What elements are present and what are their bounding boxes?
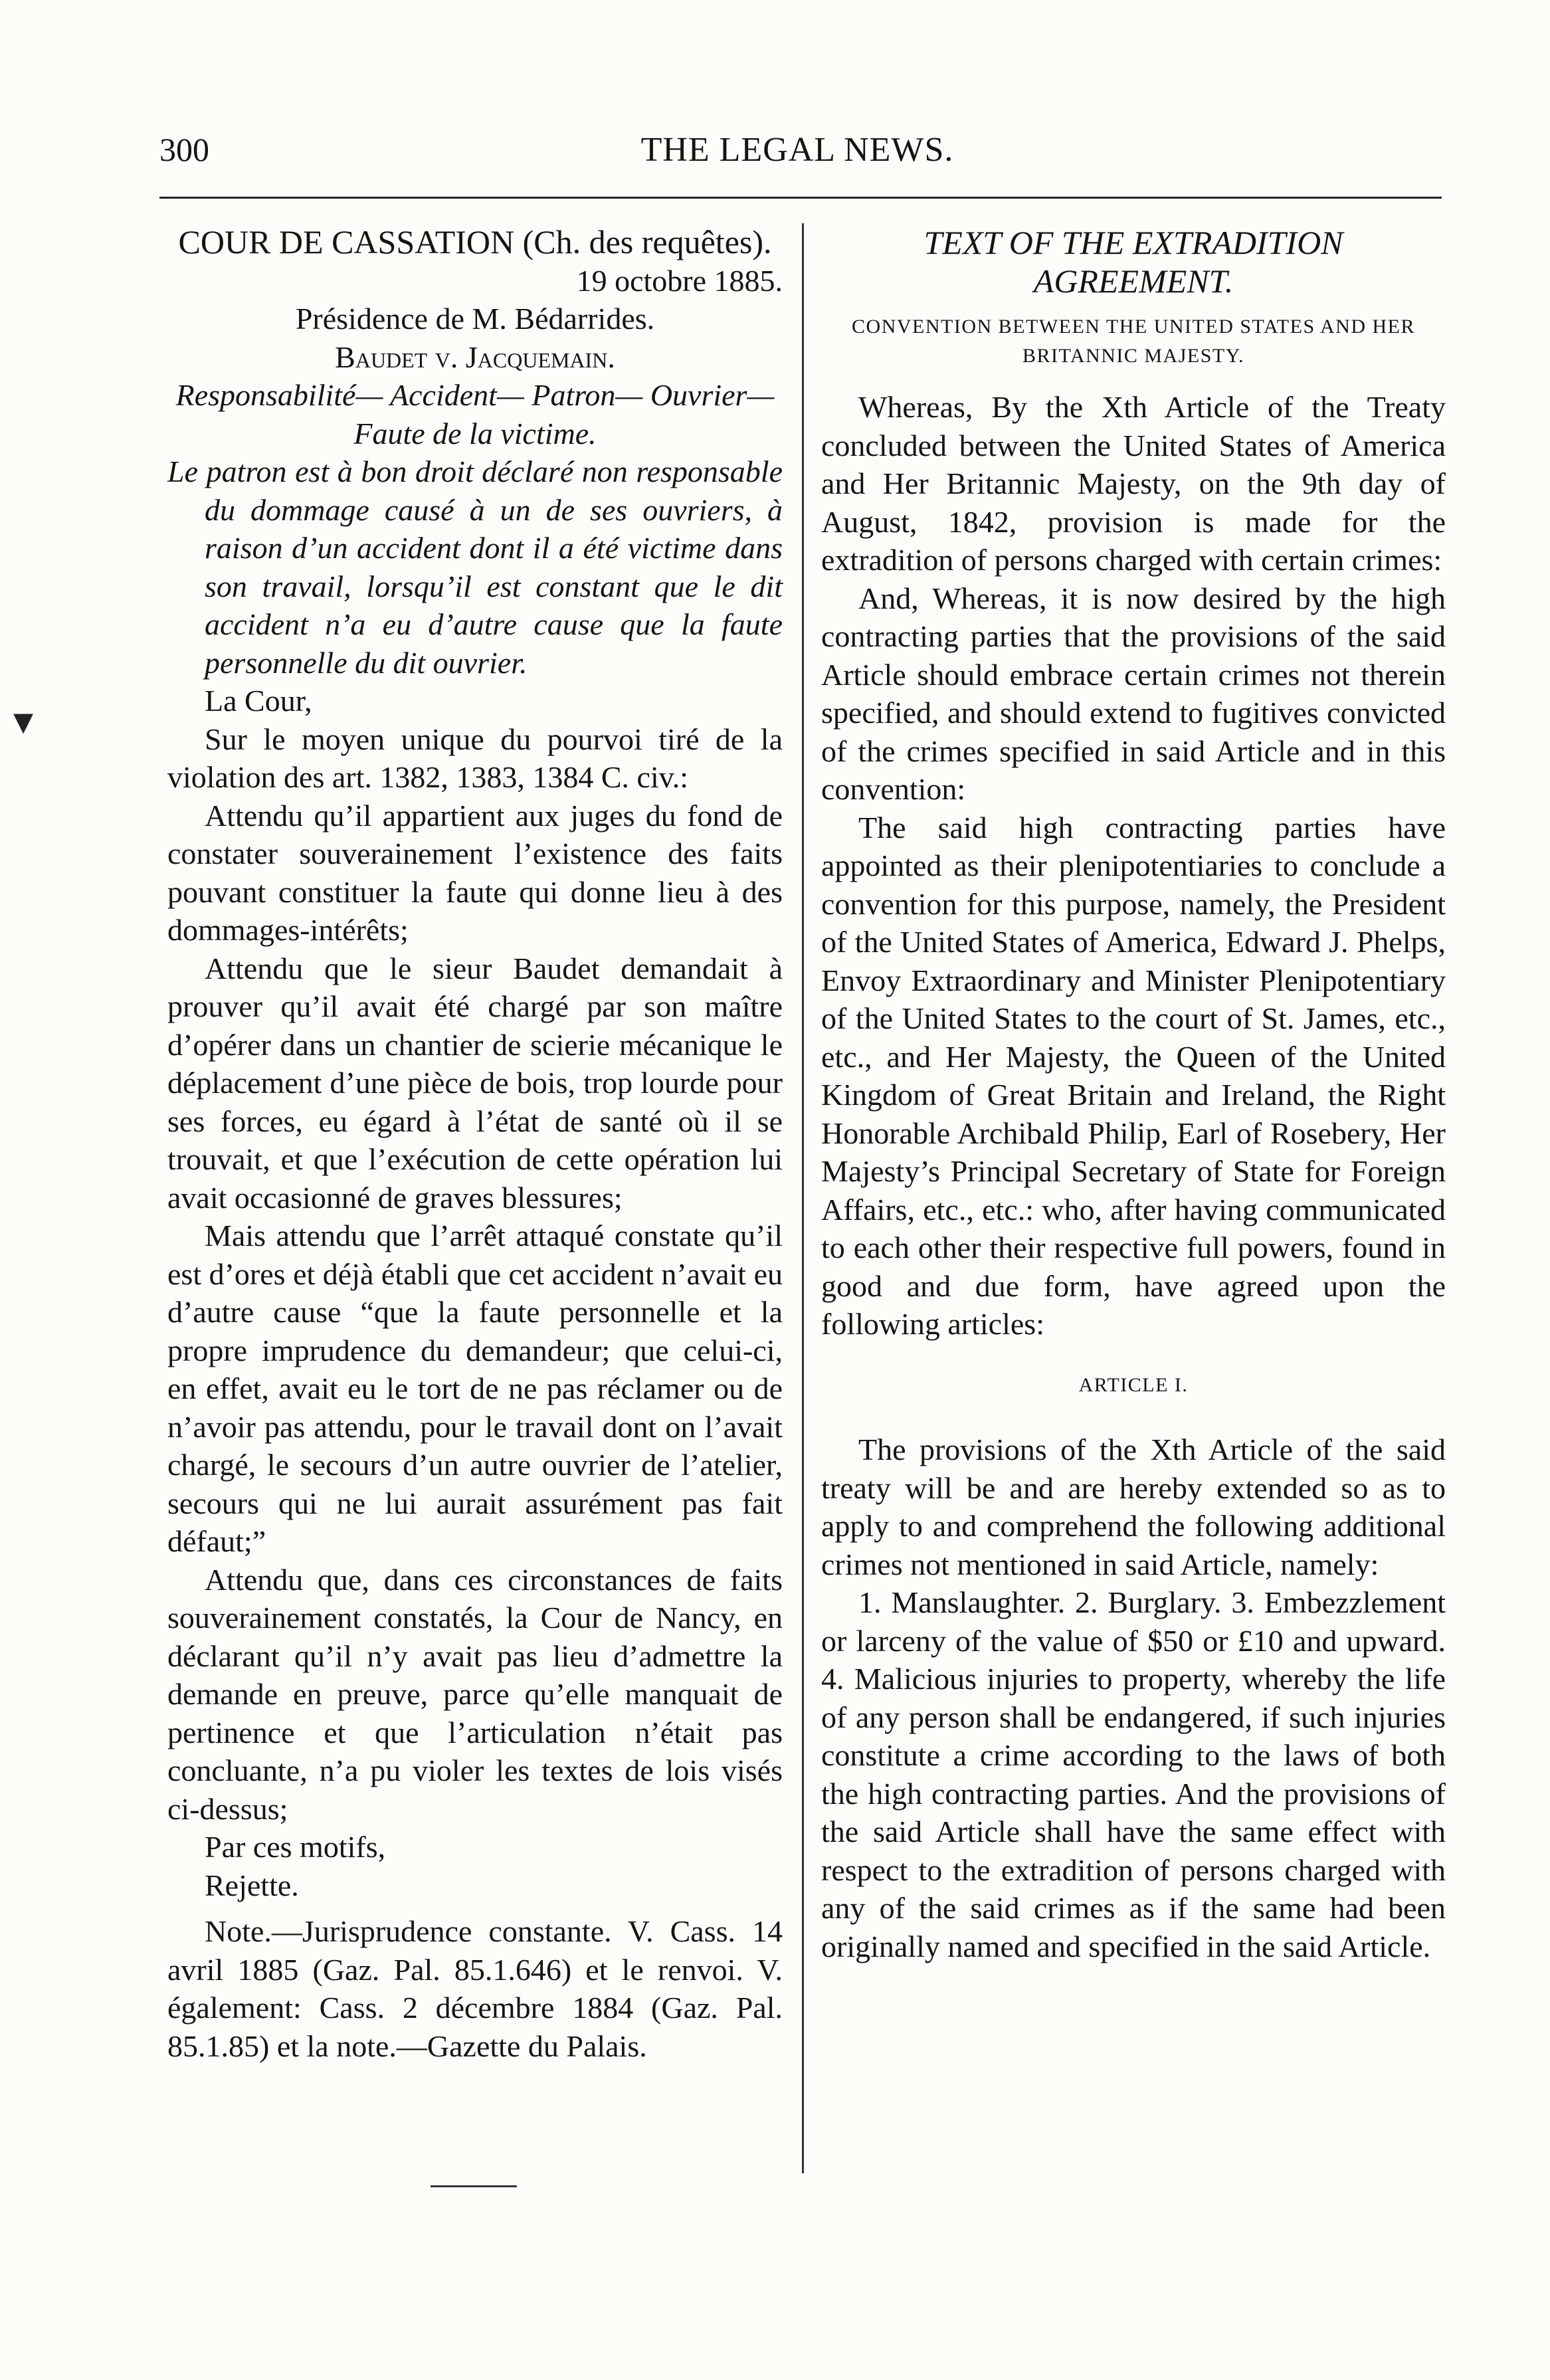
decision-date: 19 octobre 1885. bbox=[576, 263, 783, 298]
page-header bbox=[159, 130, 1435, 183]
judgment-paragraph: La Cour, bbox=[205, 684, 312, 718]
text-paragraph: The said high contracting parties have appointed as their plenipotentiaries to conclude a convention for this purpose, namely, the President of the United States of America, Edward J. Phelps, Envoy Extraordinary and Minister Plenipotentiary of the United States to the court of St. James, etc., etc., and Her Majesty, the Queen of the United Kingdom of Great Britain and Ireland, the Right Honorable Archibald Philip, Earl of Rosebery, Her Majesty’s Principal Secretary of State for Foreign Affairs, etc., etc.: who, after having communicated to each other their respective full powers, found in good and due form, have agreed upon the following articles: bbox=[821, 810, 1446, 1341]
margin-mark: ▾ bbox=[13, 699, 34, 743]
court-heading: COUR DE CASSATION (Ch. des requêtes). bbox=[178, 223, 772, 260]
article-heading: ARTICLE I. bbox=[1078, 1373, 1189, 1396]
right-column bbox=[821, 223, 1446, 1965]
judgment-paragraph: Attendu qu’il appartient aux juges du fond de constater souverainement l’existence des faits pouvant constituer la faute qui donne lieu à des dommages-intérêts; bbox=[167, 798, 783, 947]
judgment-paragraph: Sur le moyen unique du pourvoi tiré de la violation des art. 1382, 1383, 1384 C. civ.: bbox=[167, 722, 783, 794]
judgment-paragraph: Mais attendu que l’arrêt attaqué constate qu’il est d’ores et déjà établi que cet accident n’avait eu d’autre cause “que la faute personnelle et la propre imprudence du demandeur; que celui-ci, en effet, avait eu le tort de ne pas réclamer ou de n’avoir pas attendu, pour le travail dont on l’avait chargé, le secours d’un autre ouvrier de l’atelier, secours qui ne lui aurait assurément pas fait défaut;” bbox=[167, 1219, 783, 1558]
header-rule bbox=[159, 197, 1442, 199]
judgment-paragraph: Attendu que le sieur Baudet demandait à prouver qu’il avait été chargé par son maître d’opérer dans un chantier de scierie mécanique le déplacement d’une pièce de bois, trop lourde pour ses forces, eu égard à l’état de santé où il se trouvait, et que l’exécution de cette opération lui avait occasionné de graves blessures; bbox=[167, 951, 783, 1215]
running-head: THE LEGAL NEWS. bbox=[640, 131, 954, 169]
case-note: Note.—Jurisprudence constante. V. Cass. 14 avril 1885 (Gaz. Pal. 85.1.646) et le renvoi. V. également: Cass. 2 décembre 1884 (Gaz. Pal. 85.1.85) et la note.—Gazette du Palais. bbox=[167, 1914, 783, 2063]
case-keywords: Responsabilité— Accident— Patron— Ouvrier— Faute de la victime. bbox=[175, 378, 775, 450]
case-summary: Le patron est à bon droit déclaré non responsable du dommage causé à un de ses ouvriers, à raison d’un accident dont il a été victime dans son travail, lorsqu’il est constant que le dit accident n’a eu d’autre cause que la faute personnelle du dit ouvrier. bbox=[167, 454, 783, 680]
text-paragraph: And, Whereas, it is now desired by the high contracting parties that the provisions of the said Article should embrace certain crimes not therein specified, and should extend to fugitives convicted of the crimes specified in said Article and in this convention: bbox=[821, 581, 1446, 806]
judgment-paragraph: Rejette. bbox=[205, 1868, 299, 1902]
article-title: TEXT OF THE EXTRADITION AGREEMENT. bbox=[923, 224, 1343, 300]
column-divider bbox=[802, 223, 804, 2173]
page-number: 300 bbox=[159, 131, 209, 168]
text-paragraph: Whereas, By the Xth Article of the Treaty concluded between the United States of America and Her Britannic Majesty, on the 9th day of August, 1842, provision is made for the extradition of persons charged with certain crimes: bbox=[821, 390, 1446, 577]
end-rule bbox=[431, 2185, 517, 2187]
text-paragraph: 1. Manslaughter. 2. Burglary. 3. Embezzlement or larceny of the value of $50 or £10 and upward. 4. Malicious injuries to property, whereby the life of any person shall be endangered, if such injuries constitute a crime according to the laws of both the high contracting parties. And the provisions of the said Article shall have the same effect with respect to the extradition of persons charged with any of the said crimes as if the same had been originally named and specified in the said Article. bbox=[821, 1585, 1446, 1963]
article-subtitle: CONVENTION BETWEEN THE UNITED STATES AND HER BRITANNIC MAJESTY. bbox=[852, 316, 1415, 367]
case-parties: Baudet v. Jacquemain. bbox=[335, 340, 615, 374]
left-column bbox=[167, 223, 783, 2065]
presidence: Présidence de M. Bédarrides. bbox=[295, 302, 655, 336]
text-paragraph: The provisions of the Xth Article of the said treaty will be and are hereby extended so as to apply to and comprehend the following additional crimes not mentioned in said Article, namely: bbox=[821, 1433, 1446, 1581]
judgment-paragraph: Par ces motifs, bbox=[205, 1830, 386, 1864]
judgment-paragraph: Attendu que, dans ces circonstances de faits souverainement constatés, la Cour de Nancy, en déclarant qu’il n’y avait pas lieu d’admettre la demande en preuve, parce qu’elle manquait de pertinence et que l’articulation n’était pas concluante, n’a pu violer les textes de lois visés ci-dessus; bbox=[167, 1562, 783, 1826]
